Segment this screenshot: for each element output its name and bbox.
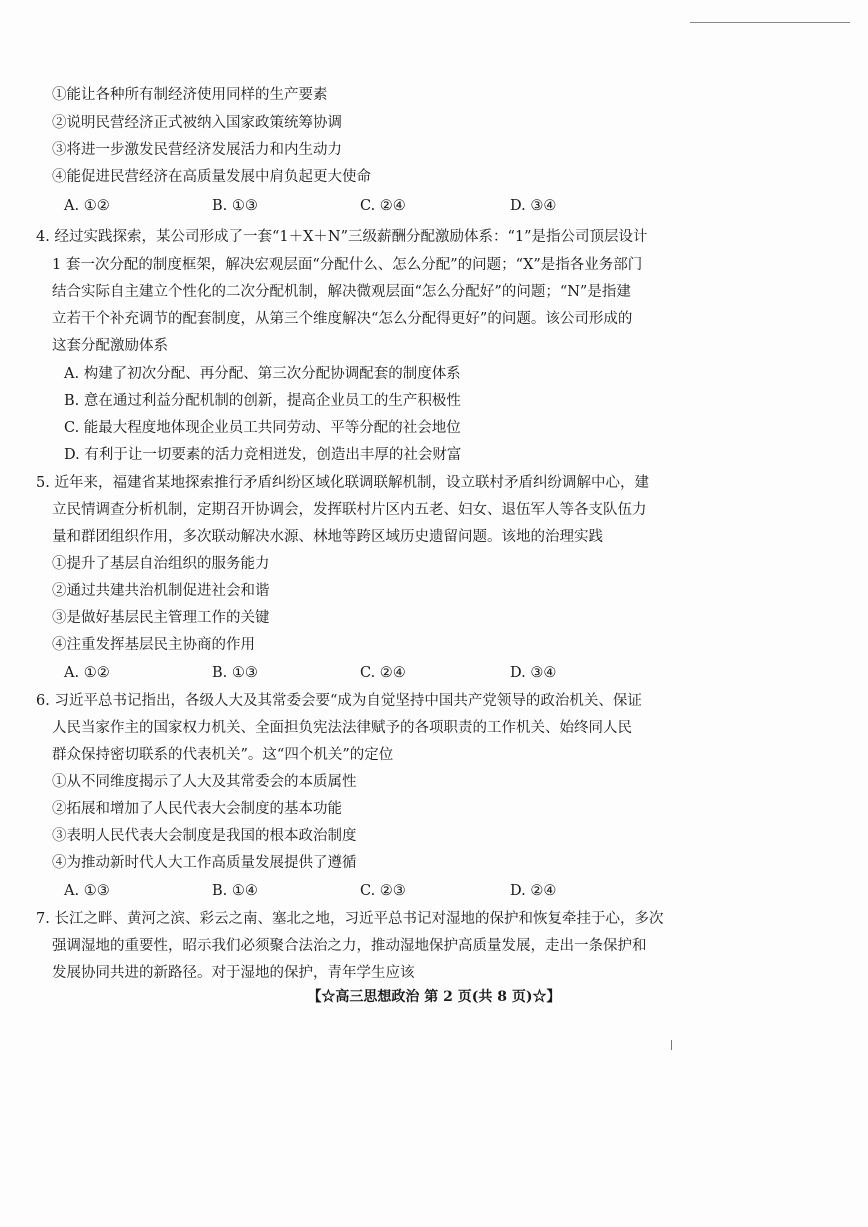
q7-stem-line-1: 7. 长江之畔、黄河之滨、彩云之南、塞北之地，习近平总书记对湿地的保护和恢复牵挂于心，多次: [36, 911, 664, 927]
q6-stem-line-2: 人民当家作主的国家权力机关、全面担负宪法法律赋予的各项职责的工作机关、始终同人民: [52, 720, 632, 736]
q6-statement-4: ④为推动新时代人大工作高质量发展提供了遵循: [52, 855, 357, 871]
q3-statement-1: ①能让各种所有制经济使用同样的生产要素: [52, 87, 328, 103]
q4-stem-line-5: 这套分配激励体系: [52, 338, 168, 354]
q7-stem-line-3: 发展协同共进的新路径。对于湿地的保护，青年学生应该: [52, 965, 415, 981]
q4-option-b: B. 意在通过利益分配机制的创新，提高企业员工的生产积极性: [64, 393, 461, 409]
q6-stem-line-1: 6. 习近平总书记指出，各级人大及其常委会要“成为自觉坚持中国共产党领导的政治机关、保证: [36, 693, 642, 709]
q4-option-c: C. 能最大程度地体现企业员工共同劳动、平等分配的社会地位: [64, 420, 461, 436]
q6-option-b: B. ①④: [212, 883, 258, 899]
q3-option-d: D. ③④: [510, 198, 557, 214]
scan-edge-line: [690, 22, 850, 23]
q6-option-d: D. ②④: [510, 883, 557, 899]
q5-statement-1: ①提升了基层自治组织的服务能力: [52, 556, 270, 572]
q6-stem-line-3: 群众保持密切联系的代表机关”。这“四个机关”的定位: [52, 747, 394, 763]
q6-option-a: A. ①③: [64, 883, 110, 899]
q3-option-a: A. ①②: [64, 198, 110, 214]
scan-edge-mark: [671, 1040, 672, 1050]
q3-statement-4: ④能促进民营经济在高质量发展中肩负起更大使命: [52, 169, 371, 185]
q3-statement-3: ③将进一步激发民营经济发展活力和内生动力: [52, 142, 342, 158]
q5-statement-2: ②通过共建共治机制促进社会和谐: [52, 583, 270, 599]
q5-option-a: A. ①②: [64, 665, 110, 681]
q3-option-b: B. ①③: [212, 198, 258, 214]
q6-statement-2: ②拓展和增加了人民代表大会制度的基本功能: [52, 801, 342, 817]
q4-stem-line-2: 1 套一次分配的制度框架，解决宏观层面“分配什么、怎么分配”的问题；“X”是指各业务部门: [52, 257, 643, 273]
q5-stem-line-3: 量和群团组织作用，多次联动解决水源、林地等跨区域历史遗留问题。该地的治理实践: [52, 529, 603, 545]
q6-statement-3: ③表明人民代表大会制度是我国的根本政治制度: [52, 828, 357, 844]
q5-option-d: D. ③④: [510, 665, 557, 681]
q6-statement-1: ①从不同维度揭示了人大及其常委会的本质属性: [52, 774, 357, 790]
q4-stem-line-4: 立若干个补充调节的配套制度，从第三个维度解决“怎么分配得更好”的问题。该公司形成的: [52, 311, 633, 327]
q5-option-b: B. ①③: [212, 665, 258, 681]
q5-statement-4: ④注重发挥基层民主协商的作用: [52, 637, 255, 653]
q4-stem-line-1: 4. 经过实践探索，某公司形成了一套“1＋X＋N”三级薪酬分配激励体系：“1”是指公司顶层设计: [36, 229, 648, 245]
q3-option-c: C. ②④: [360, 198, 406, 214]
q5-statement-3: ③是做好基层民主管理工作的关键: [52, 610, 270, 626]
q4-option-d: D. 有利于让一切要素的活力竞相迸发，创造出丰厚的社会财富: [64, 447, 462, 463]
q7-stem-line-2: 强调湿地的重要性，昭示我们必须聚合法治之力，推动湿地保护高质量发展，走出一条保护和: [52, 938, 647, 954]
q6-option-c: C. ②③: [360, 883, 406, 899]
q4-stem-line-3: 结合实际自主建立个性化的二次分配机制，解决微观层面“怎么分配好”的问题；“N”是指建: [52, 284, 631, 300]
q5-option-c: C. ②④: [360, 665, 406, 681]
q4-option-a: A. 构建了初次分配、再分配、第三次分配协调配套的制度体系: [64, 366, 461, 382]
q5-stem-line-1: 5. 近年来，福建省某地探索推行矛盾纠纷区域化联调联解机制，设立联村矛盾纠纷调解中心，建: [36, 475, 649, 491]
q5-stem-line-2: 立民情调查分析机制，定期召开协调会，发挥联村片区内五老、妇女、退伍军人等各支队伍力: [52, 502, 647, 518]
page-footer: 【☆高三思想政治 第 2 页(共 8 页)☆】: [307, 989, 561, 1005]
q3-statement-2: ②说明民营经济正式被纳入国家政策统筹协调: [52, 115, 342, 131]
